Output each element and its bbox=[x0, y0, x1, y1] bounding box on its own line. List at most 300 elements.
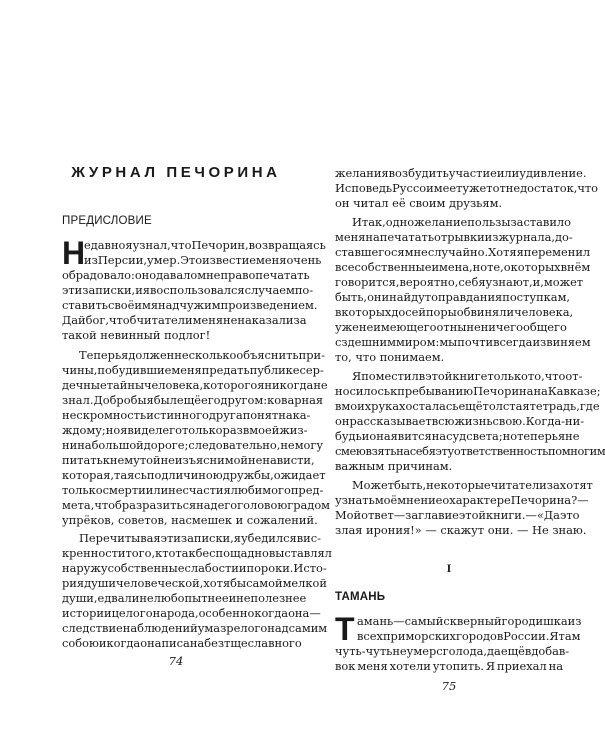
word: не bbox=[358, 320, 374, 334]
word: хотели bbox=[389, 659, 431, 673]
word: — bbox=[393, 508, 406, 522]
word: тщеславного bbox=[224, 636, 302, 650]
word: его bbox=[217, 498, 238, 512]
word: вероятно, bbox=[399, 275, 459, 289]
text-line bbox=[335, 444, 605, 459]
word: очень bbox=[286, 253, 322, 267]
word: выставлял bbox=[268, 546, 332, 560]
text-line: такой невинный подлог! bbox=[62, 328, 211, 342]
word: Печорина bbox=[473, 384, 534, 398]
word: друга bbox=[208, 408, 243, 422]
word: оно bbox=[134, 268, 157, 282]
text-line bbox=[62, 298, 318, 313]
word: себя bbox=[458, 275, 486, 289]
word: меня bbox=[171, 363, 202, 377]
word: меня bbox=[256, 253, 287, 267]
word: до bbox=[391, 305, 406, 319]
text-line bbox=[84, 253, 322, 268]
word: мета, bbox=[62, 498, 95, 512]
page-number: 74 bbox=[168, 654, 184, 668]
word: и bbox=[98, 636, 107, 650]
word: узнал, bbox=[132, 238, 171, 252]
word: только bbox=[487, 369, 528, 383]
word: слабости bbox=[184, 561, 239, 575]
word: и bbox=[361, 429, 370, 443]
word: Итак, bbox=[352, 215, 386, 229]
word: найдут bbox=[389, 290, 432, 304]
word: — bbox=[525, 508, 537, 522]
word: Руссо bbox=[392, 181, 427, 195]
word: — bbox=[309, 606, 321, 620]
text-line bbox=[335, 399, 600, 414]
word: узнать bbox=[335, 493, 375, 507]
text-line bbox=[84, 238, 326, 253]
text-line bbox=[335, 493, 589, 508]
word: или bbox=[145, 483, 169, 497]
word: эту bbox=[435, 444, 454, 458]
text-line bbox=[335, 166, 587, 181]
text-line bbox=[352, 478, 593, 493]
word: я bbox=[146, 393, 154, 407]
text-line bbox=[335, 305, 574, 320]
word: которых bbox=[510, 260, 561, 274]
word: Печорин, bbox=[191, 238, 249, 252]
word: побудившие bbox=[97, 363, 172, 377]
word: она bbox=[140, 636, 162, 650]
word: дороге; bbox=[143, 438, 189, 452]
word: общего bbox=[522, 320, 567, 334]
word: ставшегося bbox=[335, 245, 405, 259]
word: этой bbox=[458, 508, 487, 522]
word: никогда bbox=[264, 378, 314, 392]
text-line: злая ирония!» — скажут они. — Не знаю. bbox=[335, 523, 587, 537]
word: воспользовался bbox=[149, 283, 245, 297]
word: амань bbox=[357, 614, 394, 628]
word: души bbox=[84, 576, 116, 590]
word: не bbox=[280, 438, 295, 452]
word: сер- bbox=[299, 363, 324, 377]
word: Это bbox=[180, 253, 203, 267]
word: разразиться bbox=[121, 498, 197, 512]
word: меня bbox=[357, 659, 388, 673]
word: что bbox=[577, 181, 599, 195]
word: нему bbox=[109, 453, 140, 467]
word: — bbox=[577, 493, 589, 507]
word: в bbox=[296, 531, 304, 545]
word: приморских bbox=[382, 629, 456, 643]
text-line: важным причинам. bbox=[335, 459, 453, 473]
word: с bbox=[335, 335, 342, 349]
word: одно bbox=[385, 215, 415, 229]
word: не bbox=[392, 644, 407, 658]
text-line bbox=[335, 508, 580, 523]
word: в bbox=[560, 260, 567, 274]
word: на bbox=[396, 444, 410, 458]
word: этой bbox=[425, 369, 453, 383]
word: бог, bbox=[85, 313, 109, 327]
text-line bbox=[62, 393, 324, 408]
text-line bbox=[335, 644, 570, 659]
text-line bbox=[62, 561, 327, 576]
word: возвращаясь bbox=[248, 238, 326, 252]
text-line bbox=[79, 531, 321, 546]
word: Мой bbox=[335, 508, 362, 522]
text-line bbox=[335, 384, 601, 399]
word: собственные bbox=[107, 561, 185, 575]
word: большой bbox=[91, 438, 144, 452]
word: имеющего bbox=[373, 320, 437, 334]
word: от- bbox=[565, 369, 583, 383]
word: его bbox=[200, 393, 221, 407]
word: ли bbox=[124, 591, 140, 605]
word: я bbox=[516, 245, 524, 259]
word: но bbox=[472, 260, 488, 274]
word: это bbox=[559, 508, 580, 522]
word: из bbox=[84, 253, 98, 267]
word: давало bbox=[156, 268, 198, 282]
word: напечатать bbox=[365, 230, 435, 244]
word: под bbox=[146, 468, 169, 482]
word: над bbox=[158, 298, 180, 312]
word: на bbox=[431, 429, 447, 443]
word: знал. bbox=[62, 393, 94, 407]
word: Я bbox=[549, 629, 559, 643]
word: смею bbox=[335, 444, 366, 458]
word: ума bbox=[197, 621, 221, 635]
word: всю bbox=[431, 414, 455, 428]
text-line bbox=[335, 414, 585, 429]
word: хотя bbox=[203, 576, 231, 590]
word: человека, bbox=[514, 305, 574, 319]
word: ещё bbox=[458, 399, 483, 413]
word: ка- bbox=[292, 408, 311, 422]
drop-cap-letter: Н bbox=[62, 235, 86, 271]
word: ничего bbox=[480, 320, 523, 334]
word: не bbox=[223, 313, 238, 327]
word: имя bbox=[134, 298, 159, 312]
text-line bbox=[62, 636, 302, 651]
word: те, bbox=[487, 260, 504, 274]
word: записки, bbox=[180, 531, 234, 545]
word: желания bbox=[335, 166, 389, 180]
word: все bbox=[335, 260, 355, 274]
word: наблюдений bbox=[122, 621, 198, 635]
text-line bbox=[335, 659, 563, 674]
text-line bbox=[62, 591, 307, 606]
word: Может bbox=[352, 478, 395, 492]
word: в bbox=[242, 423, 250, 437]
word: переменил bbox=[523, 245, 591, 259]
word: Я bbox=[352, 369, 362, 383]
word: носилось bbox=[335, 384, 391, 398]
taman-heading: ТАМАНЬ bbox=[335, 591, 386, 603]
word: отрывки bbox=[434, 230, 485, 244]
word: раз bbox=[222, 423, 243, 437]
word: могу bbox=[294, 438, 324, 452]
word: бы bbox=[130, 393, 147, 407]
word: за bbox=[293, 313, 307, 327]
word: быть, bbox=[335, 290, 368, 304]
preface-heading: ПРЕДИСЛОВИЕ bbox=[62, 215, 152, 227]
word: Теперь bbox=[79, 348, 122, 362]
text-line bbox=[335, 429, 580, 444]
text-line bbox=[335, 275, 584, 290]
word: я bbox=[233, 531, 241, 545]
word: целого bbox=[111, 606, 153, 620]
word: что bbox=[170, 238, 192, 252]
word: книге bbox=[452, 369, 488, 383]
word: наружу bbox=[62, 561, 108, 575]
word: меня bbox=[192, 313, 224, 327]
word: я bbox=[125, 238, 133, 252]
word: света; bbox=[466, 429, 503, 443]
word: человеческой, bbox=[115, 576, 204, 590]
word: характере bbox=[449, 493, 511, 507]
word: без bbox=[204, 636, 225, 650]
word: сей bbox=[405, 305, 426, 319]
word: оправдания bbox=[431, 290, 503, 304]
word: суд bbox=[446, 429, 467, 443]
word: — bbox=[393, 614, 405, 628]
word: быть, bbox=[394, 478, 427, 492]
text-line bbox=[352, 369, 583, 384]
word: жизнь bbox=[454, 414, 493, 428]
word: обвиняли bbox=[456, 305, 515, 319]
word: ис- bbox=[303, 531, 321, 545]
word: едва bbox=[97, 591, 125, 605]
text-line bbox=[62, 576, 327, 591]
word: Исповедь bbox=[335, 181, 393, 195]
word: имена, bbox=[431, 260, 473, 274]
text-line bbox=[335, 230, 573, 245]
word: в bbox=[335, 399, 342, 413]
text-line bbox=[62, 268, 310, 283]
word: над bbox=[267, 621, 289, 635]
word: градом bbox=[287, 498, 331, 512]
word: всех bbox=[357, 629, 383, 643]
word: осталась bbox=[405, 399, 459, 413]
text-line bbox=[62, 423, 308, 438]
text-line bbox=[62, 408, 311, 423]
text-line bbox=[62, 606, 321, 621]
word: полезнее bbox=[250, 591, 307, 605]
word: известие bbox=[202, 253, 257, 267]
word: видел bbox=[127, 423, 163, 437]
word: там bbox=[558, 629, 581, 643]
text-line bbox=[79, 348, 325, 363]
word: «Да bbox=[536, 508, 560, 522]
word: печатать bbox=[255, 268, 310, 282]
word: к bbox=[102, 453, 110, 467]
word: всегда bbox=[493, 335, 533, 349]
text-line: упрёков, советов, насмешек и сожалений. bbox=[62, 513, 318, 527]
word: да bbox=[487, 644, 501, 658]
text-line bbox=[335, 260, 591, 275]
word: Перечитывая bbox=[79, 531, 161, 545]
word: случайно. bbox=[427, 245, 489, 259]
chapter-number: I bbox=[446, 561, 452, 575]
word: только bbox=[62, 483, 103, 497]
word: право bbox=[220, 268, 256, 282]
word: собою bbox=[62, 636, 99, 650]
word: народа, bbox=[152, 606, 199, 620]
word: тетрадь, bbox=[529, 399, 580, 413]
text-line bbox=[62, 313, 307, 328]
word: до- bbox=[555, 230, 573, 244]
word: в bbox=[418, 369, 426, 383]
word: где bbox=[579, 399, 600, 413]
word: на bbox=[77, 438, 92, 452]
word: моей bbox=[249, 423, 280, 437]
word: был bbox=[153, 393, 177, 407]
word: России. bbox=[503, 629, 550, 643]
text-line bbox=[335, 181, 599, 196]
word: читатели bbox=[136, 313, 193, 327]
word: ответ bbox=[361, 508, 394, 522]
word: журнала, bbox=[498, 230, 555, 244]
word: она bbox=[288, 606, 310, 620]
word: мелкой bbox=[282, 576, 327, 590]
word: вдобав- bbox=[524, 644, 570, 658]
word: питать bbox=[62, 453, 103, 467]
word: той bbox=[139, 453, 161, 467]
word: при- bbox=[298, 348, 325, 362]
word: ещё bbox=[500, 644, 525, 658]
word: недостаток, bbox=[505, 181, 578, 195]
word: самой bbox=[246, 576, 283, 590]
text-line bbox=[62, 453, 315, 468]
word: нём bbox=[567, 260, 591, 274]
word: убедился bbox=[240, 531, 297, 545]
word: ждому; bbox=[62, 423, 106, 437]
word: голода, bbox=[442, 644, 488, 658]
word: чуть-чуть bbox=[335, 644, 393, 658]
word: пороки. bbox=[246, 561, 294, 575]
word: по- bbox=[294, 283, 314, 297]
word: я bbox=[557, 429, 566, 443]
word: мы bbox=[439, 335, 458, 349]
word: обрадовало: bbox=[62, 268, 135, 282]
word: из bbox=[484, 230, 499, 244]
word: теперь bbox=[517, 429, 558, 443]
drop-cap-letter: Т bbox=[335, 611, 355, 647]
word: которых bbox=[341, 305, 392, 319]
word: будь bbox=[335, 429, 362, 443]
text-line bbox=[335, 245, 591, 260]
word: к bbox=[390, 384, 398, 398]
word: кренности bbox=[62, 546, 126, 560]
word: понятна bbox=[242, 408, 293, 422]
word: поместил bbox=[361, 369, 419, 383]
word: себя bbox=[409, 444, 436, 458]
word: на bbox=[533, 384, 548, 398]
word: меня bbox=[335, 230, 366, 244]
word: многим bbox=[561, 444, 605, 458]
word: любопытнее bbox=[153, 591, 229, 605]
word: и bbox=[135, 283, 143, 297]
word: участие bbox=[448, 166, 497, 180]
word: скверный bbox=[443, 614, 502, 628]
word: в bbox=[335, 305, 342, 319]
word: но bbox=[105, 423, 121, 437]
word: мне bbox=[197, 268, 221, 282]
word: я bbox=[120, 423, 128, 437]
word: зрелого bbox=[220, 621, 268, 635]
word: Кавказе; bbox=[547, 384, 601, 398]
word: того, bbox=[125, 546, 156, 560]
word: свою. bbox=[492, 414, 526, 428]
word: поры bbox=[425, 305, 457, 319]
word: рия bbox=[62, 576, 85, 590]
word: извиняем bbox=[532, 335, 591, 349]
word: заставило bbox=[510, 215, 572, 229]
word: уже bbox=[462, 181, 487, 195]
word: особенно bbox=[198, 606, 255, 620]
word: и bbox=[228, 591, 237, 605]
word: почти bbox=[457, 335, 494, 349]
word: Когда-ни- bbox=[525, 414, 585, 428]
word: Персии, bbox=[97, 253, 147, 267]
word: пребыванию bbox=[397, 384, 474, 398]
word: головою bbox=[237, 498, 288, 512]
word: возбудить bbox=[388, 166, 449, 180]
page-number: 75 bbox=[441, 679, 457, 693]
word: неизъяснимой bbox=[160, 453, 249, 467]
word: публике bbox=[249, 363, 300, 377]
text-line bbox=[335, 290, 571, 305]
text-line: он читал её своим друзьям. bbox=[335, 196, 503, 210]
word: нескромность bbox=[62, 408, 147, 422]
word: чтоб bbox=[108, 313, 137, 327]
word: его bbox=[162, 423, 182, 437]
word: которая, bbox=[62, 468, 115, 482]
text-line: то, что понимаем. bbox=[335, 350, 445, 364]
word: бы bbox=[230, 576, 247, 590]
word: они bbox=[367, 290, 390, 304]
word: личиною bbox=[168, 468, 223, 482]
word: моё bbox=[374, 493, 398, 507]
word: наказали bbox=[237, 313, 294, 327]
word: дечные bbox=[62, 378, 107, 392]
word: о bbox=[503, 260, 511, 274]
text-line bbox=[62, 546, 332, 561]
word: то, bbox=[527, 369, 545, 383]
word: ставить bbox=[62, 298, 108, 312]
word: коварная bbox=[267, 393, 324, 407]
word: мнение bbox=[397, 493, 443, 507]
word: заглавие bbox=[405, 508, 459, 522]
word: или bbox=[496, 166, 520, 180]
word: и bbox=[238, 561, 247, 575]
text-line bbox=[62, 378, 328, 393]
word: о bbox=[442, 493, 450, 507]
word: он bbox=[335, 414, 350, 428]
word: умер. bbox=[146, 253, 181, 267]
word: некоторые bbox=[426, 478, 491, 492]
text-line bbox=[62, 438, 324, 453]
word: Хотя bbox=[488, 245, 517, 259]
word: руках bbox=[371, 399, 406, 413]
word: говорится, bbox=[335, 275, 400, 289]
word: ещё bbox=[176, 393, 201, 407]
word: узнают, bbox=[485, 275, 533, 289]
word: пользы bbox=[467, 215, 511, 229]
word: и, bbox=[532, 275, 544, 289]
word: несчастия bbox=[168, 483, 231, 497]
word: на bbox=[548, 659, 563, 673]
word: своё bbox=[107, 298, 135, 312]
word: может bbox=[543, 275, 584, 289]
